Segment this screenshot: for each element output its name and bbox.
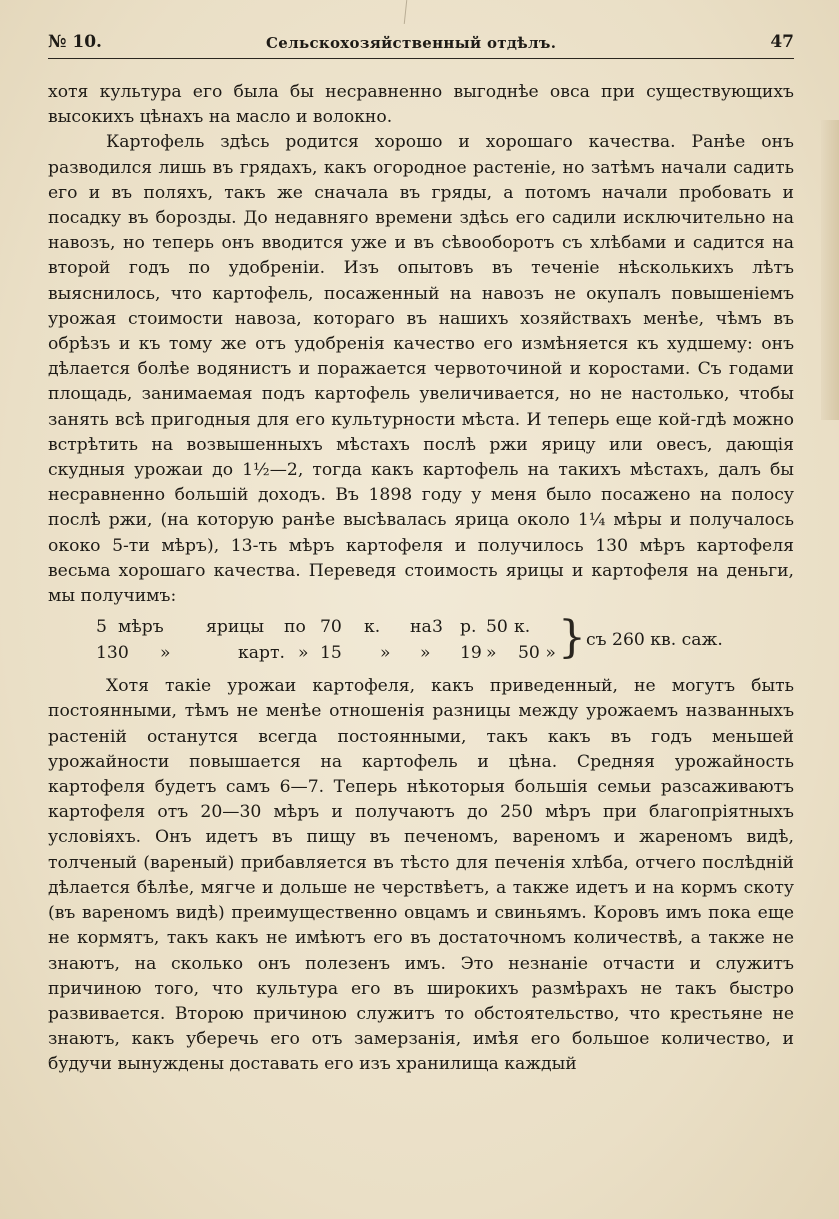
- calc-cell: р.: [460, 617, 477, 638]
- calc-cell: »: [486, 643, 497, 664]
- calc-cell: 50 »: [518, 643, 556, 664]
- calc-cell: »: [380, 643, 391, 664]
- calc-cell: по: [284, 617, 306, 638]
- calc-cell: 5: [96, 617, 107, 638]
- calc-cell: 70: [320, 617, 342, 638]
- calc-cell: 3: [432, 617, 443, 638]
- calc-cell: к.: [364, 617, 381, 638]
- calc-result: съ 260 кв. саж.: [586, 630, 723, 651]
- calc-cell: »: [420, 643, 431, 664]
- calc-cell: »: [160, 643, 171, 664]
- running-header: [48, 30, 794, 59]
- brace-icon: }: [558, 612, 586, 664]
- calc-cell: 19: [460, 643, 482, 664]
- calc-cell: на: [410, 617, 432, 638]
- calculation-block: [48, 609, 794, 669]
- calc-cell: 50: [486, 617, 508, 638]
- calc-cell: »: [298, 643, 309, 664]
- pencil-mark: [404, 0, 408, 24]
- page-edge-shadow: [821, 120, 839, 420]
- calc-cell: к.: [514, 617, 531, 638]
- paragraph: Картофель здѣсь родится хорошо и хорошаго качества. Ранѣе онъ разводился лишь въ грядахъ, какъ огородное растеніе, но затѣмъ начали садить его и въ поляхъ, такъ же сначала въ гряды, а потомъ начали пробовать и посадку въ борозды. До недавняго времени здѣсь его садили исключительно на навозъ, но теперь онъ вводится уже и въ сѣвооборотъ съ хлѣбами и садится на второй годъ по удобреніи. Изъ опытовъ въ теченіе нѣсколькихъ лѣтъ выяснилось, что картофель, посаженный на навозъ не окупалъ повышеніемъ урожая стоимости навоза, котораго въ нашихъ хозяйствахъ менѣе, чѣмъ въ обрѣзъ и къ тому же отъ удобренія качество его измѣняется къ худшему: онъ дѣлается болѣе водянистъ и поражается червоточиной и коростами. Съ годами площадь, занимаемая подъ картофель увеличивается, но не настолько, чтобы занять всѣ пригодныя для его культурности мѣста. И теперь еще кой-гдѣ можно встрѣтить на возвышенныхъ мѣстахъ послѣ ржи ярицу или овесъ, дающія скудныя урожаи до 1½—2, тогда какъ картофель на такихъ мѣстахъ, далъ бы несравненно большій доходъ. Въ 1898 году у меня было посажено на полосу послѣ ржи, (на которую ранѣе высѣвалась ярица около 1¼ мѣры и получалось ококо 5-ти мѣръ), 13-ть мѣръ картофеля и получилось 130 мѣръ картофеля весьма хорошаго качества. Переведя стоимость ярицы и картофеля на деньги, мы получимъ:: [48, 132, 794, 607]
- calc-cell: карт.: [238, 643, 285, 664]
- calc-cell: 130: [96, 643, 129, 664]
- calc-cell: мѣръ: [118, 617, 164, 638]
- article-body: [48, 80, 794, 1078]
- page-number: 47: [770, 32, 794, 52]
- section-title: Сельскохозяйственный отдѣлъ.: [266, 34, 557, 52]
- calc-cell: 15: [320, 643, 342, 664]
- issue-number: № 10.: [48, 32, 102, 52]
- paragraph: хотя культура его была бы несравненно выгоднѣе овса при существующихъ высокихъ цѣнахъ на масло и волокно.: [48, 82, 794, 128]
- paragraph: Хотя такіе урожаи картофеля, какъ приведенный, не могутъ быть постоянными, тѣмъ не менѣе отношенія разницы между урожаемъ названныхъ растеній останутся всегда постоянными, такъ какъ въ годъ меньшей урожайности повышается на картофель и цѣна. Средняя урожайность картофеля будетъ самъ 6—7. Теперь нѣкоторыя большія семьи разсаживаютъ картофеля отъ 20—30 мѣръ и получаютъ до 250 мѣръ при благопріятныхъ условіяхъ. Онъ идетъ въ пищу въ печеномъ, вареномъ и жареномъ видѣ, толченый (вареный) прибавляется въ тѣсто для печенія хлѣба, отчего послѣдній дѣлается бѣлѣе, мягче и дольше не черствѣетъ, а также идетъ и на кормъ скоту (въ вареномъ видѣ) преимущественно овцамъ и свиньямъ. Коровъ имъ пока еще не кормятъ, такъ какъ не имѣютъ его въ достаточномъ количествѣ, а также не знаютъ, на сколько онъ полезенъ имъ. Это незнаніе отчасти и служитъ причиною того, что культура его въ широкихъ размѣрахъ не такъ быстро развивается. Второю причиною служитъ то обстоятельство, что крестьяне не знаютъ, какъ уберечь его отъ замерзанія, имѣя его большое количество, и будучи вынуждены доставать его изъ хранилища каждый: [48, 676, 794, 1075]
- calc-cell: ярицы: [206, 617, 265, 638]
